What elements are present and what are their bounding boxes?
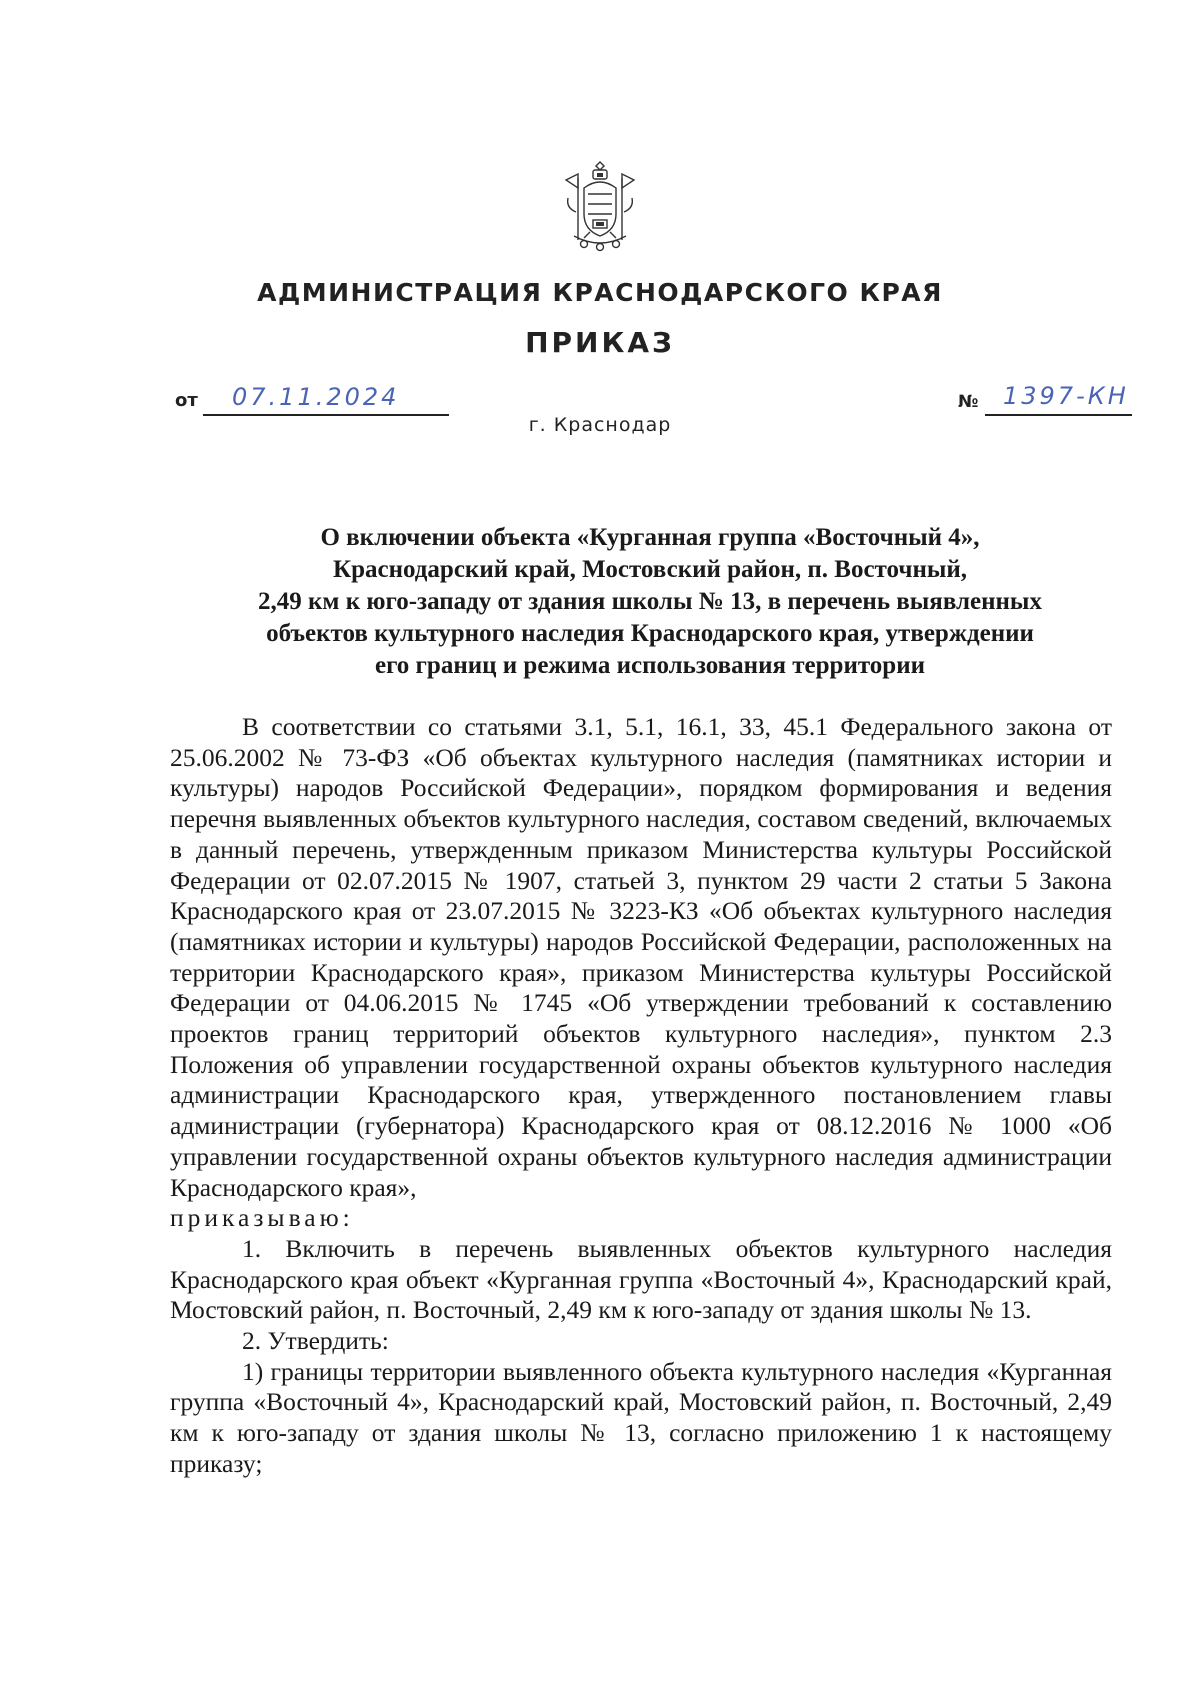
order-word: приказываю: [170, 1203, 354, 1233]
handwritten-number: 1397-КН [1003, 382, 1129, 410]
handwritten-date: 07.11.2024 [232, 383, 400, 411]
subject-line: Краснодарский край, Мостовский район, п. Восточный, [332, 556, 968, 583]
krasnodar-coat-of-arms-icon [564, 160, 636, 252]
order-subject [170, 522, 1130, 682]
order-body [170, 712, 1112, 1480]
subject-line: 2,49 км к юго-западу от здания школы № 13, в перечень выявленных [258, 588, 1042, 615]
subject-line: его границ и режима использования территории [374, 652, 926, 679]
preamble-paragraph: В соответствии со статьями 3.1, 5.1, 16.1, 33, 45.1 Федерального закона от 25.06.2002 № 73-ФЗ «Об объектах культурного наследия (памятниках истории и культуры) народов Российской Федерации», порядком формирования и ведения перечня выявленных объектов культурного наследия, составом сведений, включаемых в данный перечень, утвержденным приказом Министерства культуры Российской Федерации от 02.07.2015 № 1907, статьей 3, пунктом 29 части 2 статьи 5 Закона Краснодарского края от 23.07.2015 № 3223-КЗ «Об объектах культурного наследия (памятниках истории и культуры) народов Российской Федерации, расположенных на территории Краснодарского края», приказом Министерства культуры Российской Федерации от 04.06.2015 № 1745 «Об утверждении требований к составлению проектов границ территорий объектов культурного наследия», пунктом 2.3 Положения об управлении государственной охраны объектов культурного наследия администрации Краснодарского края, утвержденного постановлением главы администрации (губернатора) Краснодарского края от 08.12.2016 № 1000 «Об управлении государственной охраны объектов культурного наследия администрации Краснодарского края», [170, 712, 1112, 1202]
item-2-1-paragraph: 1) границы территории выявленного объекта культурного наследия «Курганная группа «Восточный 4», Краснодарский край, Мостовский район, п. Восточный, 2,49 км к юго-западу от здания школы № 13, согласно приложению 1 к настоящему приказу; [170, 1356, 1112, 1478]
document-type: ПРИКАЗ [525, 326, 675, 359]
subject-line: О включении объекта «Курганная группа «Восточный 4», [320, 524, 980, 551]
item-1-paragraph: 1. Включить в перечень выявленных объектов культурного наследия Краснодарского края объект «Курганная группа «Восточный 4», Краснодарский край, Мостовский район, п. Восточный, 2,49 км к юго-западу от здания школы № 13. [170, 1233, 1112, 1325]
item-2-paragraph: 2. Утвердить: [242, 1326, 389, 1356]
date-label: от [175, 390, 198, 411]
organization-name: АДМИНИСТРАЦИЯ КРАСНОДАРСКОГО КРАЯ [257, 278, 943, 307]
number-label: № [958, 392, 979, 412]
city: г. Краснодар [528, 414, 672, 436]
subject-line: объектов культурного наследия Краснодарского края, утверждении [266, 620, 1034, 647]
